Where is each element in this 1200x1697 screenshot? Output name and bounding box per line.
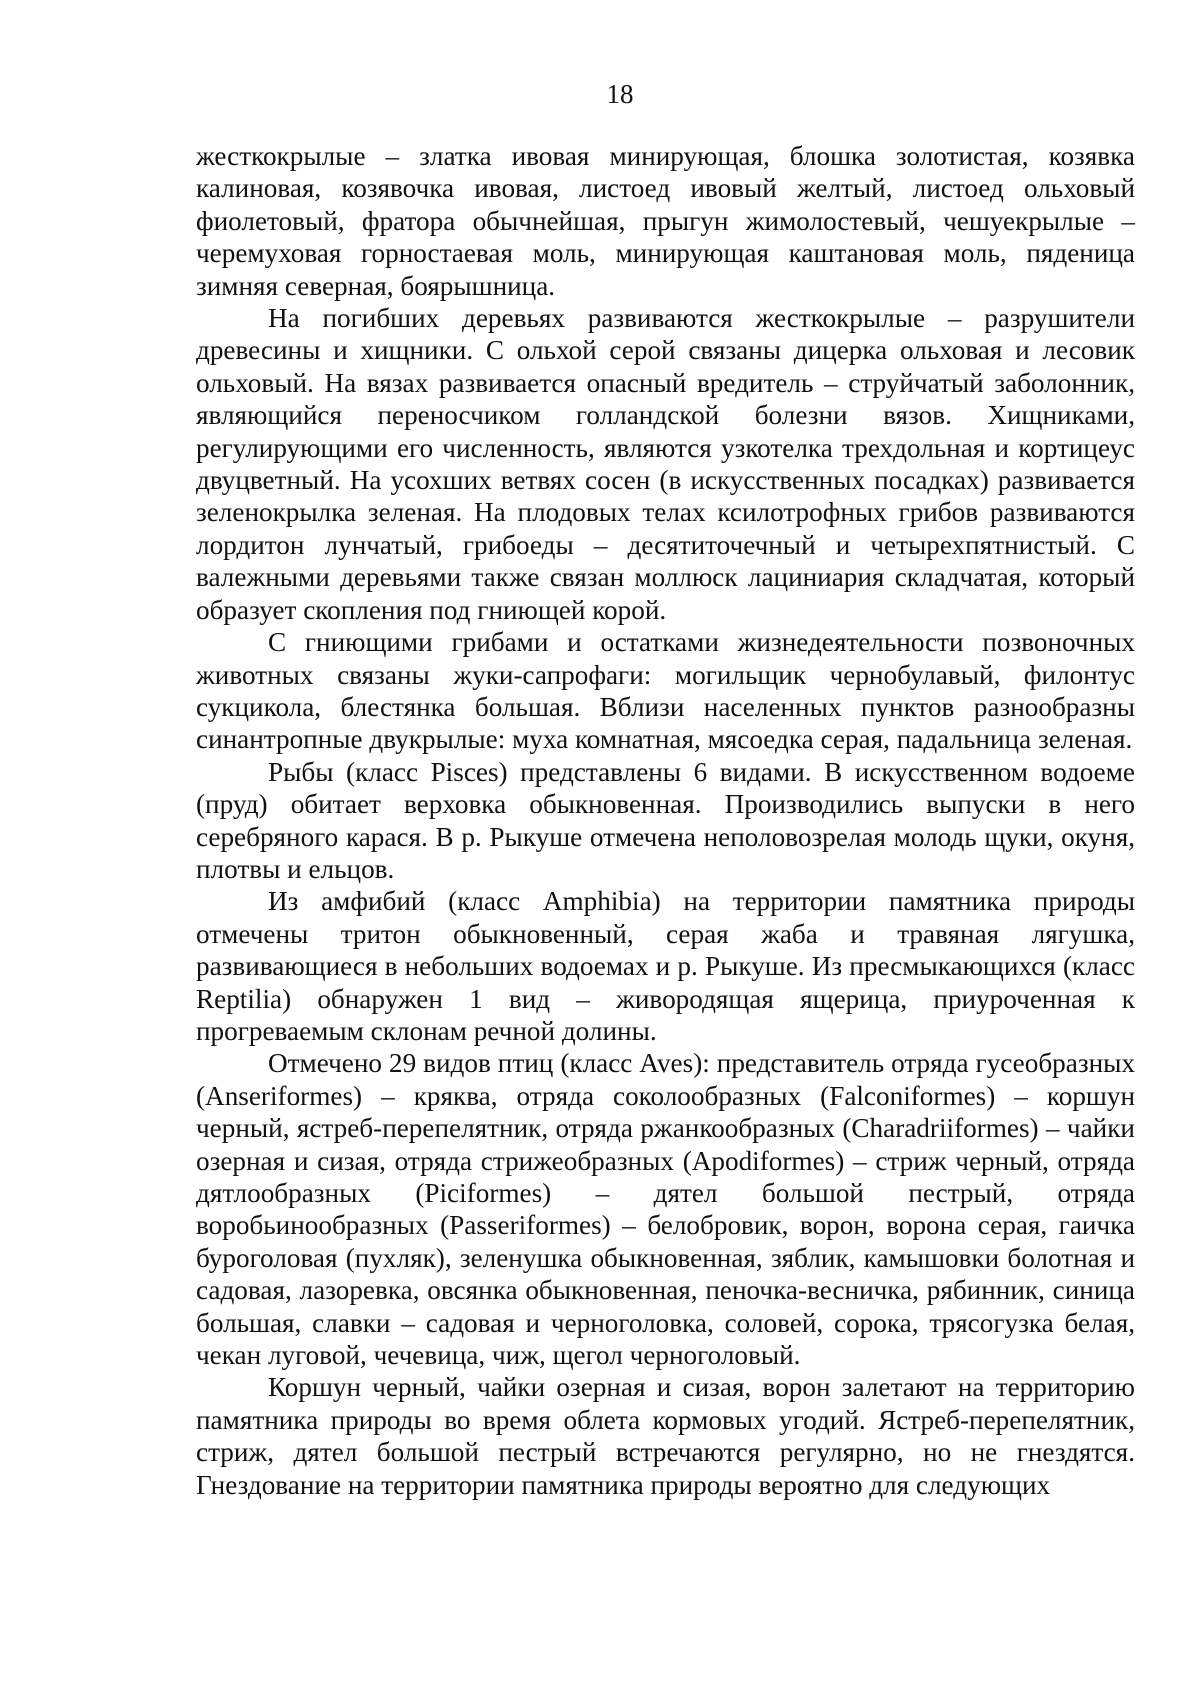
paragraph-fish: Рыбы (класс Pisces) представлены 6 видами. В искусственном водоеме (пруд) обитает верховка обыкновенная. Производились выпуски в него серебряного карася. В р. Рыкуше отмечена неполовозрелая молодь щуки, окуня, плотвы и ельцов. <box>196 756 1135 884</box>
paragraph-dead-trees: На погибших деревьях развиваются жесткокрылые – разрушители древесины и хищники. С ольхой серой связаны дицерка ольховая и лесовик ольховый. На вязах развивается опасный вредитель – струйчатый заболонник, являющийся переносчиком голландской болезни вязов. Хищниками, регулирующими его численность, являются узкотелка трехдольная и кортицеус двуцветный. На усохших ветвях сосен (в искусственных посадках) развивается зеленокрылка зеленая. На плодовых телах ксилотрофных грибов развиваются лордитон лунчатый, грибоеды – десятиточечный и четырехпятнистый. С валежными деревьями также связан моллюск лациниария складчатая, который образует скопления под гниющей корой. <box>196 303 1135 625</box>
paragraph-beetles-list: жесткокрылые – златка ивовая минирующая, блошка золотистая, козявка калиновая, козявочка ивовая, листоед ивовый желтый, листоед ольховый фиолетовый, фратора обычнейшая, прыгун жимолостевый, чешуекрылые – черемуховая горностаевая моль, минирующая каштановая моль, пяденица зимняя северная, боярышница. <box>196 141 1135 301</box>
page-number: 18 <box>606 79 634 109</box>
paragraph-saprophages: С гниющими грибами и остатками жизнедеятельности позвоночных животных связаны жуки-сапрофаги: могильщик чернобулавый, филонтус сукцикола, блестянка большая. Вблизи населенных пунктов разнообразны синантропные двукрылые: муха комнатная, мясоедка серая, падальница зеленая. <box>196 627 1135 755</box>
paragraph-birds: Отмечено 29 видов птиц (класс Aves): представитель отряда гусеобразных (Anseriformes) – кряква, отряда соколообразных (Falconiformes) – коршун черный, ястреб-перепелятник, отряда ржанкообразных (Charadriiformes) – чайки озерная и сизая, отряда стрижеобразных (Apodiformes) – стриж черный, отряда дятлообразных (Piciformes) – дятел большой пестрый, отряда воробьинообразных (Passeriformes) – белобровик, ворон, ворона серая, гаичка буроголовая (пухляк), зеленушка обыкновенная, зяблик, камышовки болотная и садовая, лазоревка, овсянка обыкновенная, пеночка-весничка, рябинник, синица большая, славки – садовая и черноголовка, соловей, сорока, трясогузка белая, чекан луговой, чечевица, чиж, щегол черноголовый. <box>196 1048 1135 1371</box>
paragraph-bird-nesting: Коршун черный, чайки озерная и сизая, ворон залетают на территорию памятника природы во время облета кормовых угодий. Ястреб-перепелятник, стриж, дятел большой пестрый встречаются регулярно, но не гнездятся. Гнездование на территории памятника природы вероятно для следующих <box>196 1372 1135 1500</box>
paragraph-amphibians-reptiles: Из амфибий (класс Amphibia) на территории памятника природы отмечены тритон обыкновенный, серая жаба и травяная лягушка, развивающиеся в небольших водоемах и р. Рыкуше. Из пресмыкающихся (класс Reptilia) обнаружен 1 вид – живородящая ящерица, приуроченная к прогреваемым склонам речной долины. <box>196 886 1135 1046</box>
body-text <box>196 140 1135 1501</box>
